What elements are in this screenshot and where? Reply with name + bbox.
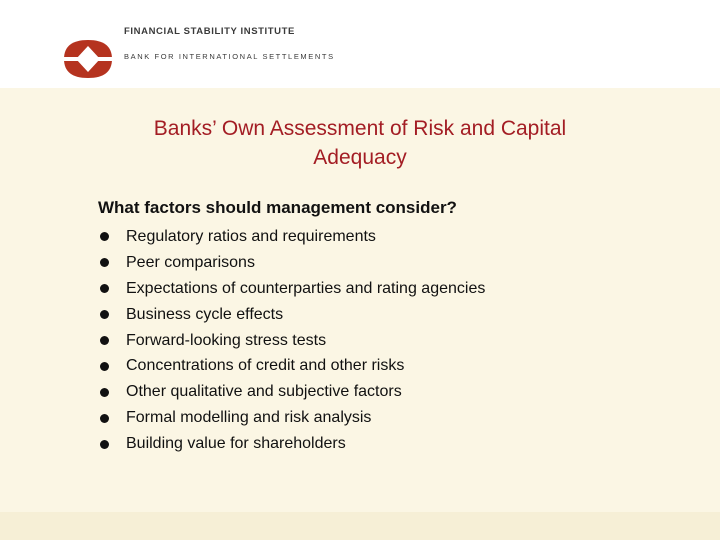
list-item [98,431,485,457]
parent-org-name: BANK FOR INTERNATIONAL SETTLEMENTS [124,52,335,61]
list-item-text: Concentrations of credit and other risks [126,357,405,375]
factor-list [98,224,485,457]
bullet-icon [100,336,109,345]
bullet-icon [100,232,109,241]
list-item-text: Forward-looking stress tests [126,331,327,349]
list-item-text: Peer comparisons [126,253,255,271]
bullet-icon [100,414,109,423]
list-item-text: Business cycle effects [126,305,284,323]
bullet-icon [100,258,109,267]
bullet-icon [100,388,109,397]
bullet-icon [100,310,109,319]
list-item [98,353,485,379]
footer-band [0,512,720,540]
list-item-text: Building value for shareholders [126,435,346,453]
bullet-icon [100,440,109,449]
list-item [98,379,485,405]
list-item [98,328,485,354]
list-item-text: Other qualitative and subjective factors [126,383,402,401]
list-item-text: Regulatory ratios and requirements [126,227,376,245]
title-line-2: Adequacy [313,146,407,169]
section-question: What factors should management consider? [98,198,457,217]
list-item-text: Formal modelling and risk analysis [126,409,372,427]
bis-logo-icon [60,38,116,80]
list-item [98,302,485,328]
slide-title [60,114,660,172]
list-item [98,250,485,276]
org-name: FINANCIAL STABILITY INSTITUTE [124,26,295,37]
list-item-text: Expectations of counterparties and rating agencies [126,279,486,297]
header-band [0,0,720,88]
list-item [98,224,485,250]
list-item [98,276,485,302]
bullet-icon [100,362,109,371]
bullet-icon [100,284,109,293]
list-item [98,405,485,431]
title-line-1: Banks’ Own Assessment of Risk and Capital [153,117,567,140]
